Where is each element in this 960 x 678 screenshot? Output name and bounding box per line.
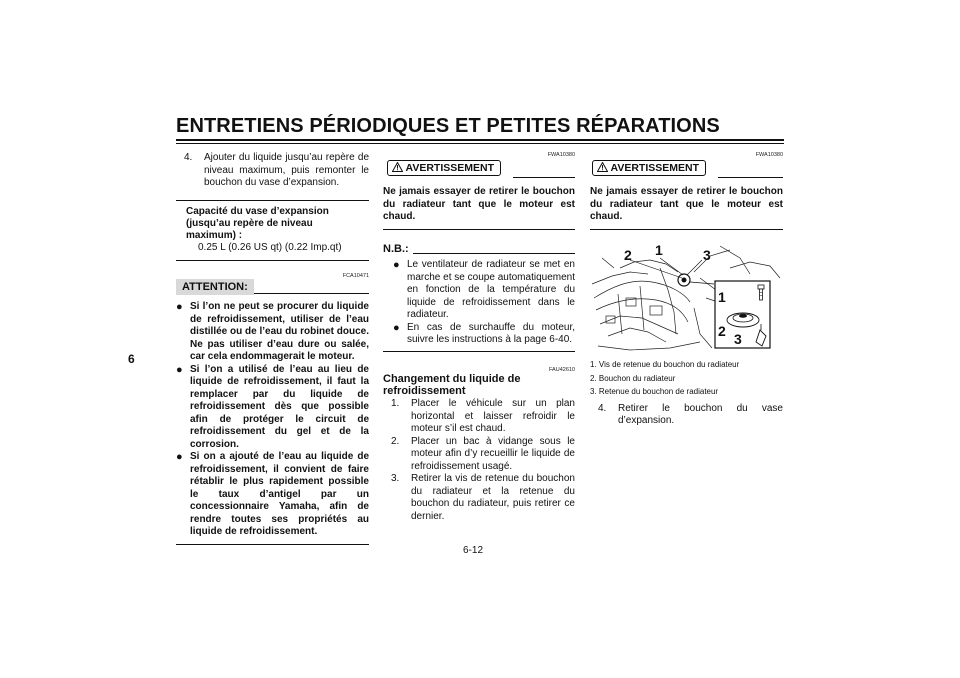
header-rule-thick — [176, 139, 784, 141]
caption-item: 2. Bouchon du radiateur — [590, 373, 676, 383]
step-4-remove-reservoir-cap — [590, 403, 783, 428]
warning-badge — [387, 160, 501, 176]
bullet-dot: ● — [393, 259, 400, 271]
capacity-title: Capacité du vase d’expansion (jusqu’au repère de niveau maximum) : — [186, 205, 329, 241]
step-text: Placer le véhicule sur un plan horizontal et laisser refroidir le moteur s’il est chaud. — [411, 398, 575, 434]
figure-label-3: 3 — [703, 247, 711, 263]
bullet-dot: ● — [176, 301, 183, 313]
warning-label: AVERTISSEMENT — [610, 162, 700, 174]
warning-rule — [513, 177, 575, 178]
bullet-text: Le ventilateur de radiateur se met en marche et se coupe automatiquement en fonction de la température du liquide de refroidissement dans le radiateur. — [407, 259, 575, 320]
bullet-dot: ● — [176, 451, 183, 463]
step-number: 3. — [391, 473, 400, 484]
step-number: 4. — [184, 152, 193, 163]
section-ref: FAU42610 — [549, 367, 575, 373]
capacity-box — [176, 200, 369, 262]
section-step — [383, 436, 575, 474]
note-end-rule — [383, 351, 575, 353]
inset-label-2: 2 — [718, 323, 726, 339]
bullet-text: Si l’on a utilisé de l’eau au lieu de liquide de refroidissement, il faut la remplacer par du liquide de refroidissement dès que possible afin de protéger le circuit de refroidissement du gel et de la corrosion. — [190, 363, 369, 450]
header-rule-thin — [176, 143, 784, 144]
section-step — [383, 398, 575, 436]
warning-badge — [592, 160, 706, 176]
column-2 — [383, 152, 575, 523]
bullet-text: En cas de surchauffe du moteur, suivre les instructions à la page 6-40. — [407, 321, 575, 345]
warning-triangle-icon — [392, 162, 403, 172]
note-label: N.B.: — [383, 243, 409, 255]
column-3 — [590, 152, 783, 428]
page-header-title: ENTRETIENS PÉRIODIQUES ET PETITES RÉPARATIONS — [176, 115, 720, 137]
chapter-tab: 6 — [128, 352, 135, 366]
note-bullets — [383, 259, 575, 347]
warning-text: Ne jamais essayer de retirer le bouchon du radiateur tant que le moteur est chaud. — [383, 186, 575, 222]
step-number: 1. — [391, 398, 400, 409]
attention-rule — [254, 293, 369, 294]
figure-label-1: 1 — [655, 242, 663, 258]
page-number: 6-12 — [463, 545, 484, 556]
warning-ref: FWA10380 — [755, 152, 783, 158]
attention-bullet — [176, 451, 369, 539]
caption-item: 3. Retenue du bouchon de radiateur — [590, 387, 719, 396]
step-text: Ajouter du liquide jusqu’au repère de niveau maximum, puis remonter le bouchon du vase d’expansion. — [204, 152, 369, 188]
warning-text: Ne jamais essayer de retirer le bouchon du radiateur tant que le moteur est chaud. — [590, 186, 783, 222]
figure-captions — [590, 358, 783, 399]
attention-ref: FCA10471 — [342, 273, 369, 279]
attention-bullet — [176, 364, 369, 452]
bullet-dot: ● — [176, 363, 183, 376]
attention-bullets — [176, 301, 369, 539]
attention-badge: ATTENTION: — [176, 279, 254, 295]
section-steps — [383, 398, 575, 523]
note-rule — [413, 253, 575, 254]
section-title: Changement du liquide de refroidissement — [383, 373, 521, 397]
step-text: Retirer le bouchon du vase d’expansion. — [618, 402, 783, 426]
step-number: 2. — [391, 435, 400, 447]
radiator-cap-figure — [590, 238, 783, 356]
note-heading — [383, 243, 575, 257]
warning-triangle-icon — [597, 162, 608, 172]
attention-end-rule — [176, 544, 369, 546]
attention-heading — [176, 279, 369, 295]
step-number: 4. — [598, 402, 607, 414]
warning-end-rule — [383, 229, 575, 231]
note-bullet — [393, 322, 575, 347]
bullet-text: Si l’on ne peut se procurer du liquide de refroidissement, utiliser de l’eau distillée ou de l’eau du robinet douce. Ne pas utiliser d’eau dure ou salée, car cela endommagerait le moteur. — [190, 301, 369, 362]
radiator-cap-icon — [727, 313, 759, 327]
warning-rule — [718, 177, 783, 178]
warning-heading — [590, 160, 783, 177]
caption-item: 1. Vis de retenue du bouchon du radiateur — [590, 360, 740, 369]
column-1 — [176, 152, 369, 545]
step-4-add-coolant — [176, 152, 369, 190]
note-bullet — [393, 259, 575, 322]
warning-label: AVERTISSEMENT — [405, 162, 495, 174]
radiator-cap-center — [682, 278, 687, 283]
step-text: Retirer la vis de retenue du bouchon du radiateur et la retenue du bouchon du radiateur, puis retirer ce dernier. — [411, 473, 575, 522]
section-step — [383, 473, 575, 523]
figure-label-2: 2 — [624, 247, 632, 263]
bullet-text: Si on a ajouté de l’eau au liquide de refroidissement, il convient de faire rétablir le plus rapidement possible le taux d’antigel par un concessionnaire Yamaha, afin de rendre toutes ses propriétés au liquide de refroidissement. — [190, 451, 369, 537]
inset-label-3: 3 — [734, 331, 742, 347]
warning-ref: FWA10380 — [547, 152, 575, 158]
warning-heading — [383, 160, 575, 177]
attention-bullet — [176, 301, 369, 364]
bullet-dot: ● — [393, 321, 400, 334]
warning-end-rule — [590, 229, 783, 231]
capacity-value: 0.25 L (0.26 US qt) (0.22 Imp.qt) — [198, 241, 342, 253]
inset-label-1: 1 — [718, 289, 726, 305]
step-text: Placer un bac à vidange sous le moteur afin d’y recueillir le liquide de refroidissement usagé. — [411, 435, 575, 472]
